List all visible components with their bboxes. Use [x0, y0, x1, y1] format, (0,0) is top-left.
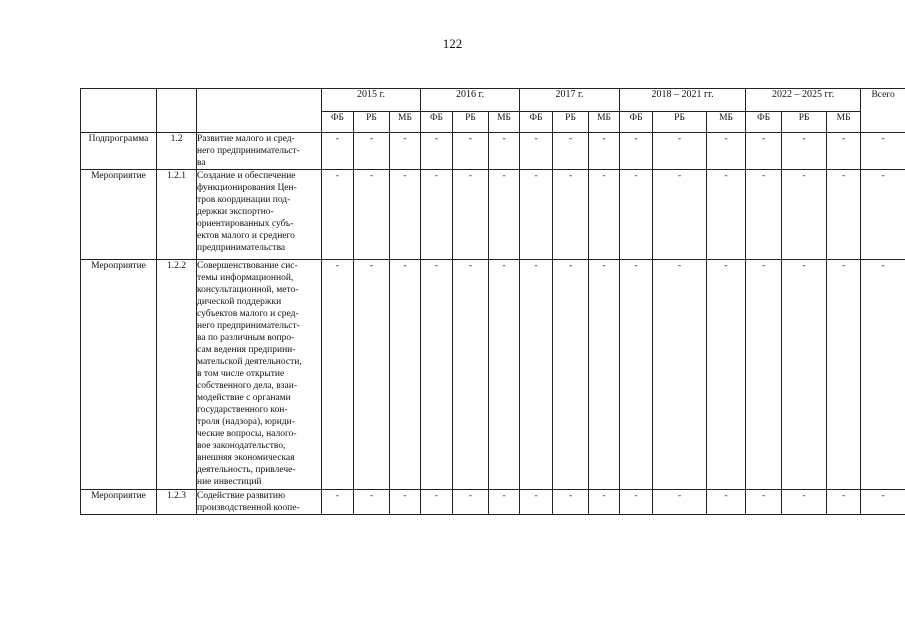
- row-value-cell: -: [861, 490, 905, 515]
- header-mb: МБ: [707, 112, 746, 133]
- row-value-cell: -: [421, 490, 453, 515]
- row-value-cell: -: [620, 170, 653, 260]
- row-value-cell: -: [553, 170, 589, 260]
- header-year-2018-2021: 2018 – 2021 гг.: [620, 89, 746, 112]
- header-year-2017: 2017 г.: [520, 89, 620, 112]
- row-value-cell: -: [707, 133, 746, 170]
- row-value-cell: -: [354, 490, 390, 515]
- header-fb: ФБ: [520, 112, 553, 133]
- row-value-cell: -: [589, 490, 620, 515]
- row-value-cell: -: [421, 260, 453, 490]
- row-type-label: Подпрограмма: [81, 133, 157, 170]
- row-value-cell: -: [520, 133, 553, 170]
- row-value-cell: -: [322, 260, 354, 490]
- header-rb: РБ: [453, 112, 489, 133]
- page-number: 122: [442, 36, 463, 51]
- row-value-cell: -: [782, 170, 827, 260]
- row-value-cell: -: [620, 260, 653, 490]
- row-value-cell: -: [520, 170, 553, 260]
- header-rb: РБ: [653, 112, 707, 133]
- table-row: [81, 170, 905, 260]
- row-value-cell: -: [827, 170, 861, 260]
- row-value-cell: -: [827, 133, 861, 170]
- header-fb: ФБ: [322, 112, 354, 133]
- row-value-cell: -: [707, 490, 746, 515]
- row-value-cell: -: [653, 133, 707, 170]
- row-value-cell: -: [354, 260, 390, 490]
- header-year-2016: 2016 г.: [421, 89, 520, 112]
- row-value-cell: -: [390, 260, 421, 490]
- header-fb: ФБ: [421, 112, 453, 133]
- row-value-cell: -: [453, 133, 489, 170]
- row-code: 1.2.3: [157, 490, 197, 515]
- row-value-cell: -: [421, 133, 453, 170]
- row-value-cell: -: [390, 490, 421, 515]
- row-value-cell: -: [861, 170, 905, 260]
- row-value-cell: -: [589, 170, 620, 260]
- table-row: [81, 490, 905, 515]
- row-value-cell: -: [421, 170, 453, 260]
- row-value-cell: -: [782, 260, 827, 490]
- row-value-cell: -: [746, 133, 782, 170]
- row-value-cell: -: [489, 170, 520, 260]
- header-rb: РБ: [782, 112, 827, 133]
- row-value-cell: -: [746, 490, 782, 515]
- header-fb: ФБ: [746, 112, 782, 133]
- row-value-cell: -: [553, 133, 589, 170]
- row-value-cell: -: [453, 170, 489, 260]
- header-blank-code: [157, 89, 197, 133]
- header-blank-name: [197, 89, 322, 133]
- row-code: 1.2: [157, 133, 197, 170]
- row-value-cell: -: [520, 490, 553, 515]
- header-mb: МБ: [827, 112, 861, 133]
- table-body: [81, 133, 905, 515]
- row-value-cell: -: [489, 490, 520, 515]
- table-row: [81, 133, 905, 170]
- row-value-cell: -: [620, 490, 653, 515]
- row-value-cell: -: [489, 133, 520, 170]
- header-rb: РБ: [553, 112, 589, 133]
- row-value-cell: -: [322, 490, 354, 515]
- row-value-cell: -: [707, 260, 746, 490]
- header-mb: МБ: [489, 112, 520, 133]
- row-type-label: Мероприятие: [81, 260, 157, 490]
- row-value-cell: -: [553, 490, 589, 515]
- header-year-2022-2025: 2022 – 2025 гг.: [746, 89, 861, 112]
- row-code: 1.2.1: [157, 170, 197, 260]
- row-value-cell: -: [453, 490, 489, 515]
- row-value-cell: -: [553, 260, 589, 490]
- row-type-label: Мероприятие: [81, 490, 157, 515]
- row-value-cell: -: [620, 133, 653, 170]
- row-value-cell: -: [653, 490, 707, 515]
- row-value-cell: -: [354, 133, 390, 170]
- row-value-cell: -: [782, 490, 827, 515]
- row-value-cell: -: [782, 133, 827, 170]
- header-mb: МБ: [390, 112, 421, 133]
- row-value-cell: -: [707, 170, 746, 260]
- row-value-cell: -: [827, 490, 861, 515]
- header-year-2015: 2015 г.: [322, 89, 421, 112]
- row-value-cell: -: [390, 133, 421, 170]
- row-name: Развитие малого и сред- него предпринимательст- ва: [197, 133, 322, 170]
- row-value-cell: -: [746, 260, 782, 490]
- row-value-cell: -: [322, 170, 354, 260]
- row-value-cell: -: [827, 260, 861, 490]
- row-value-cell: -: [861, 260, 905, 490]
- header-rb: РБ: [354, 112, 390, 133]
- row-value-cell: -: [354, 170, 390, 260]
- row-value-cell: -: [489, 260, 520, 490]
- row-name: Содействие развитию производственной коопе-: [197, 490, 322, 515]
- row-value-cell: -: [390, 170, 421, 260]
- header-fb: ФБ: [620, 112, 653, 133]
- row-value-cell: -: [589, 133, 620, 170]
- header-mb: МБ: [589, 112, 620, 133]
- row-type-label: Мероприятие: [81, 170, 157, 260]
- row-value-cell: -: [520, 260, 553, 490]
- row-name: Совершенствование сис- темы информационной, консультационной, мето- дической поддержки субъектов малого и сред- него предпринимательст- ва по различным вопро- сам ведения предприни- мательской деятельности, в том числе открытие собственного дела, взаи- модействие с органами государственного кон- троля (надзора), юриди- ческие вопросы, налого- вое законодательство, внешняя экономическая деятельность, привлече- ние инвестиций: [197, 260, 322, 490]
- table-row: [81, 260, 905, 490]
- header-total: Всего: [861, 89, 905, 133]
- header-blank-type: [81, 89, 157, 133]
- row-value-cell: -: [453, 260, 489, 490]
- row-value-cell: -: [861, 133, 905, 170]
- row-value-cell: -: [589, 260, 620, 490]
- row-value-cell: -: [746, 170, 782, 260]
- row-value-cell: -: [653, 260, 707, 490]
- row-value-cell: -: [322, 133, 354, 170]
- budget-table: [80, 88, 905, 515]
- row-code: 1.2.2: [157, 260, 197, 490]
- row-value-cell: -: [653, 170, 707, 260]
- row-name: Создание и обеспечение функционирования Цен- тров координации под- держки экспортно- ориентированных субъ- ектов малого и среднего предпринимательства: [197, 170, 322, 260]
